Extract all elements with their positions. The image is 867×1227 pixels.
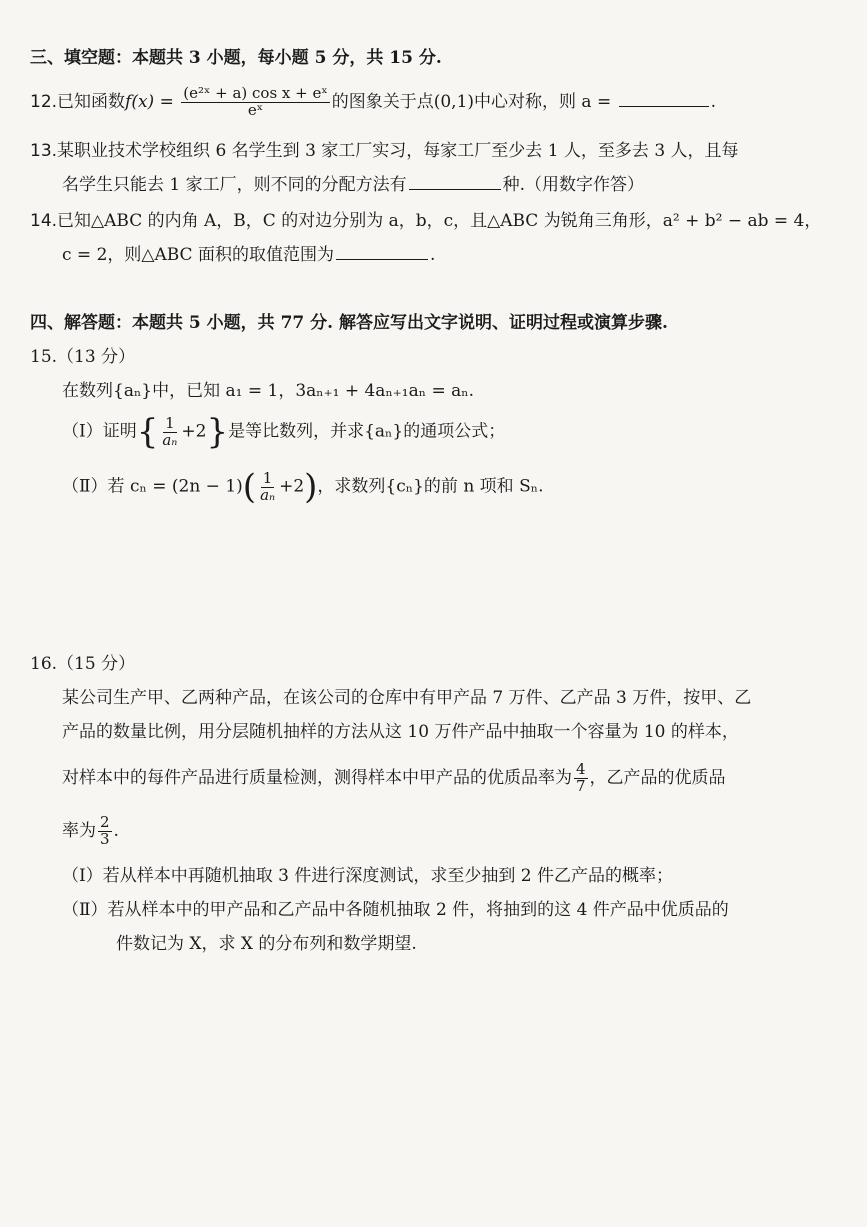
question-16-line-2: 产品的数量比例，用分层随机抽样的方法从这 10 万件产品中抽取一个容量为 10 的样本， — [62, 722, 739, 742]
question-15-part-2 — [62, 467, 544, 507]
question-13-text-2a: 名学生只能去 1 家工厂，则不同的分配方法有 — [62, 175, 407, 195]
question-15-part-1-fraction — [160, 413, 179, 449]
question-12 — [30, 86, 716, 119]
question-12-denominator: eˣ — [247, 100, 264, 119]
answer-blank-12[interactable] — [619, 105, 709, 107]
question-16-number: 16.（15 分） — [30, 654, 136, 674]
fraction-numerator: 1 — [165, 413, 175, 432]
question-16-line-3 — [62, 762, 726, 795]
section-4-header: 四、解答题：本题共 5 小题，共 77 分. 解答应写出文字说明、证明过程或演算步骤. — [30, 313, 668, 333]
question-16-line-4b: . — [113, 820, 119, 841]
fraction-denominator: 7 — [576, 776, 586, 795]
question-16-line-3a: 对样本中的每件产品进行质量检测，测得样本中甲产品的优质品率为 — [62, 767, 572, 788]
question-12-fraction — [181, 86, 329, 119]
section-3-header: 三、填空题：本题共 3 小题，每小题 5 分，共 15 分. — [30, 48, 442, 68]
left-paren: ( — [242, 467, 257, 507]
question-13-number: 13. — [30, 141, 58, 161]
fraction-denominator: 3 — [100, 829, 110, 848]
question-13-line-1 — [30, 141, 739, 161]
question-16-line-4 — [62, 815, 119, 848]
question-15-part-1 — [62, 412, 506, 452]
question-13-line-2 — [62, 175, 644, 195]
fraction-denominator: aₙ — [260, 485, 276, 504]
question-15-part-1-post: 是等比数列，并求{aₙ}的通项公式； — [228, 421, 506, 442]
question-12-numerator: (e²ˣ + a) cos x + eˣ — [183, 84, 328, 102]
left-brace: { — [136, 412, 159, 452]
fraction-numerator: 1 — [262, 468, 273, 487]
question-16-part-1: （Ⅰ）若从样本中再随机抽取 3 件进行深度测试，求至少抽到 2 件乙产品的概率； — [62, 866, 673, 886]
question-16-line-1: 某公司生产甲、乙两种产品，在该公司的仓库中有甲产品 7 万件、乙产品 3 万件，按甲、乙 — [62, 688, 752, 708]
answer-blank-14[interactable] — [336, 258, 428, 260]
fraction-numerator: 4 — [576, 760, 586, 778]
right-brace: } — [206, 412, 229, 452]
question-15-part-2-fraction — [258, 468, 277, 504]
fraction-denominator: aₙ — [162, 430, 178, 449]
question-15-part-1-label: （Ⅰ）证明 — [62, 421, 137, 442]
question-12-post: 的图象关于点(0,1)中心对称，则 a = — [331, 91, 612, 112]
question-14-text-2a: c = 2，则△ABC 面积的取值范围为 — [62, 245, 334, 265]
question-15-part-2-label: （Ⅱ）若 cₙ = (2n − 1) — [62, 476, 243, 497]
question-15-part-2-plus: +2 — [279, 476, 305, 497]
question-12-number: 12. — [30, 91, 58, 112]
question-14-number: 14. — [30, 211, 58, 231]
question-14-line-1 — [30, 211, 821, 231]
question-15-number: 15.（13 分） — [30, 347, 136, 367]
quality-rate-fraction-b — [98, 815, 112, 848]
question-14-text-1: 已知△ABC 的内角 A，B，C 的对边分别为 a，b，c，且△ABC 为锐角三角形，a² + b² − ab = 4， — [57, 211, 822, 231]
question-14-text-2b: . — [429, 245, 436, 265]
question-16-part-2-line-2: 件数记为 X，求 X 的分布列和数学期望. — [116, 934, 417, 954]
right-paren: ) — [304, 467, 318, 507]
question-15-part-1-plus: +2 — [181, 421, 207, 442]
fraction-numerator: 2 — [100, 813, 110, 831]
question-15-part-2-post: ，求数列{cₙ}的前 n 项和 Sₙ. — [317, 476, 544, 497]
quality-rate-fraction-a — [574, 762, 588, 795]
question-14-line-2 — [62, 245, 435, 265]
question-12-end: . — [710, 91, 717, 112]
question-16-part-2-line-1: （Ⅱ）若从样本中的甲产品和乙产品中各随机抽取 2 件，将抽到的这 4 件产品中优质品的 — [62, 900, 729, 920]
question-13-text-1: 某职业技术学校组织 6 名学生到 3 家工厂实习，每家工厂至少去 1 人，至多去 3 人，且每 — [57, 141, 739, 161]
question-12-pre: 已知函数 — [57, 91, 126, 112]
question-13-text-2b: 种.（用数字作答） — [502, 175, 645, 195]
question-16-line-3b: ，乙产品的优质品 — [589, 767, 726, 788]
question-15-stem: 在数列{aₙ}中，已知 a₁ = 1，3aₙ₊₁ + 4aₙ₊₁aₙ = aₙ. — [62, 381, 475, 401]
question-12-fname: f(x) = — [125, 91, 174, 112]
answer-blank-13[interactable] — [409, 188, 501, 190]
question-16-line-4a: 率为 — [62, 820, 96, 841]
